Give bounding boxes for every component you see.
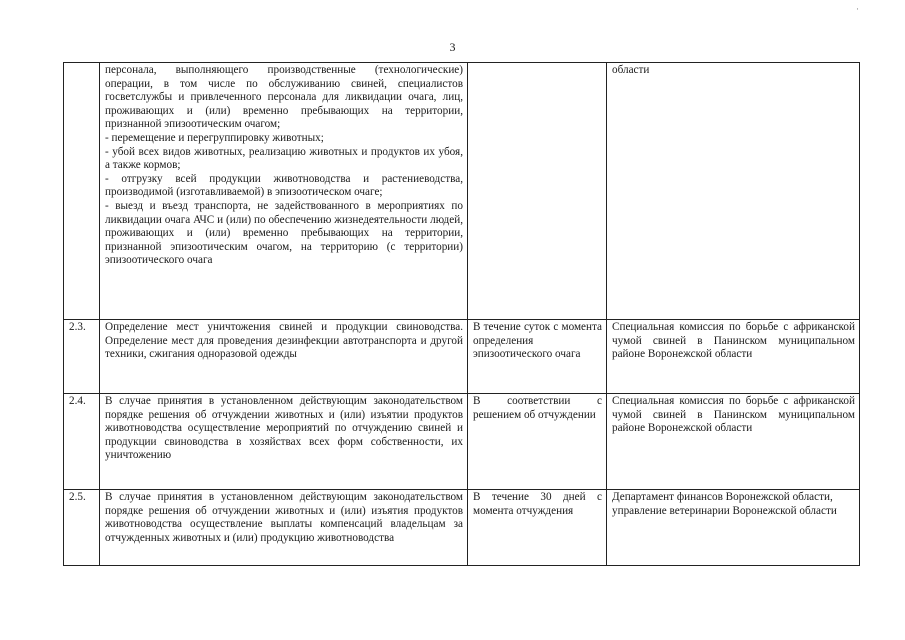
responsible-cell [607,394,860,490]
measures-table [63,62,860,566]
activity-text: Определение мест уничтожения свиней и продукции свиноводства. Определение мест для проведения дезинфекции автотранспорта и другой техники, сжигания одноразовой одежды [105,321,463,361]
responsible-cell [607,490,860,566]
row-number-cell [64,320,100,394]
row-number-cell [64,490,100,566]
activity-text: В случае принятия в установленном действующим законодательством порядке решения об отчуждении животных и (или) изъятия продуктов животноводства осуществление выплаты компенсаций владельцам за отчужденных животных и (или) продукцию животноводства [105,491,463,544]
activity-text: - выезд и въезд транспорта, не задействованного в мероприятиях по ликвидации очага АЧС и (или) по обеспечению жизнедеятельности людей, проживающих и (или) временно пребывающих на территории, признанной эпизоотическим очагом, на территорию (с территории) эпизоотического очага [105,199,463,267]
deadline-cell [468,490,607,566]
table-row [64,490,860,566]
deadline-cell [468,394,607,490]
deadline-text: В соответствии с решением об отчуждении [473,395,602,421]
table-row [64,394,860,490]
row-number-cell [64,63,100,320]
page-number: 3 [449,40,456,54]
deadline-text: В течение суток с момента определения эпизоотического очага [473,321,602,361]
row-number: 2.5. [69,491,86,503]
deadline-cell [468,320,607,394]
scan-mark: · [856,4,859,14]
activity-text: - убой всех видов животных, реализацию животных и продуктов их убоя, а также кормов; [105,145,463,172]
table-row [64,63,860,320]
responsible-text: управление ветеринарии Воронежской области [612,504,837,517]
responsible-text: области [612,64,650,76]
activity-cell [100,490,468,566]
responsible-text: Специальная комиссия по борьбе с африканской чумой свиней в Панинском муниципальном районе Воронежской области [612,395,855,435]
activity-text: - отгрузку всей продукции животноводства и растениеводства, производимой (изготавливаемой) в эпизоотическом очаге; [105,172,463,199]
responsible-text: Департамент финансов Воронежской области, [612,491,833,503]
deadline-cell [468,63,607,320]
deadline-text: В течение 30 дней с момента отчуждения [473,491,602,517]
row-number: 2.4. [69,395,86,407]
table-row [64,320,860,394]
activity-text: - перемещение и перегруппировку животных; [105,131,324,144]
activity-cell [100,320,468,394]
responsible-text: Специальная комиссия по борьбе с африканской чумой свиней в Панинском муниципальном районе Воронежской области [612,321,855,361]
activity-cell [100,63,468,320]
activity-text: В случае принятия в установленном действующим законодательством порядке решения об отчуждении животных и (или) изъятии продуктов животноводства осуществление мероприятий по отчуждению свиней и продукции свиноводства в хозяйствах всех форм собственности, их уничтожению [105,395,463,462]
activity-cell [100,394,468,490]
responsible-cell [607,320,860,394]
row-number: 2.3. [69,321,86,333]
responsible-cell [607,63,860,320]
activity-text: персонала, выполняющего производственные (технологические) операции, в том числе по обслуживанию свиней, специалистов госветслужбы и привлеченного персонала для ликвидации очага, лиц, проживающих и (или) временно пребывающих на территории, признанной эпизоотическим очагом; [105,64,463,131]
row-number-cell [64,394,100,490]
